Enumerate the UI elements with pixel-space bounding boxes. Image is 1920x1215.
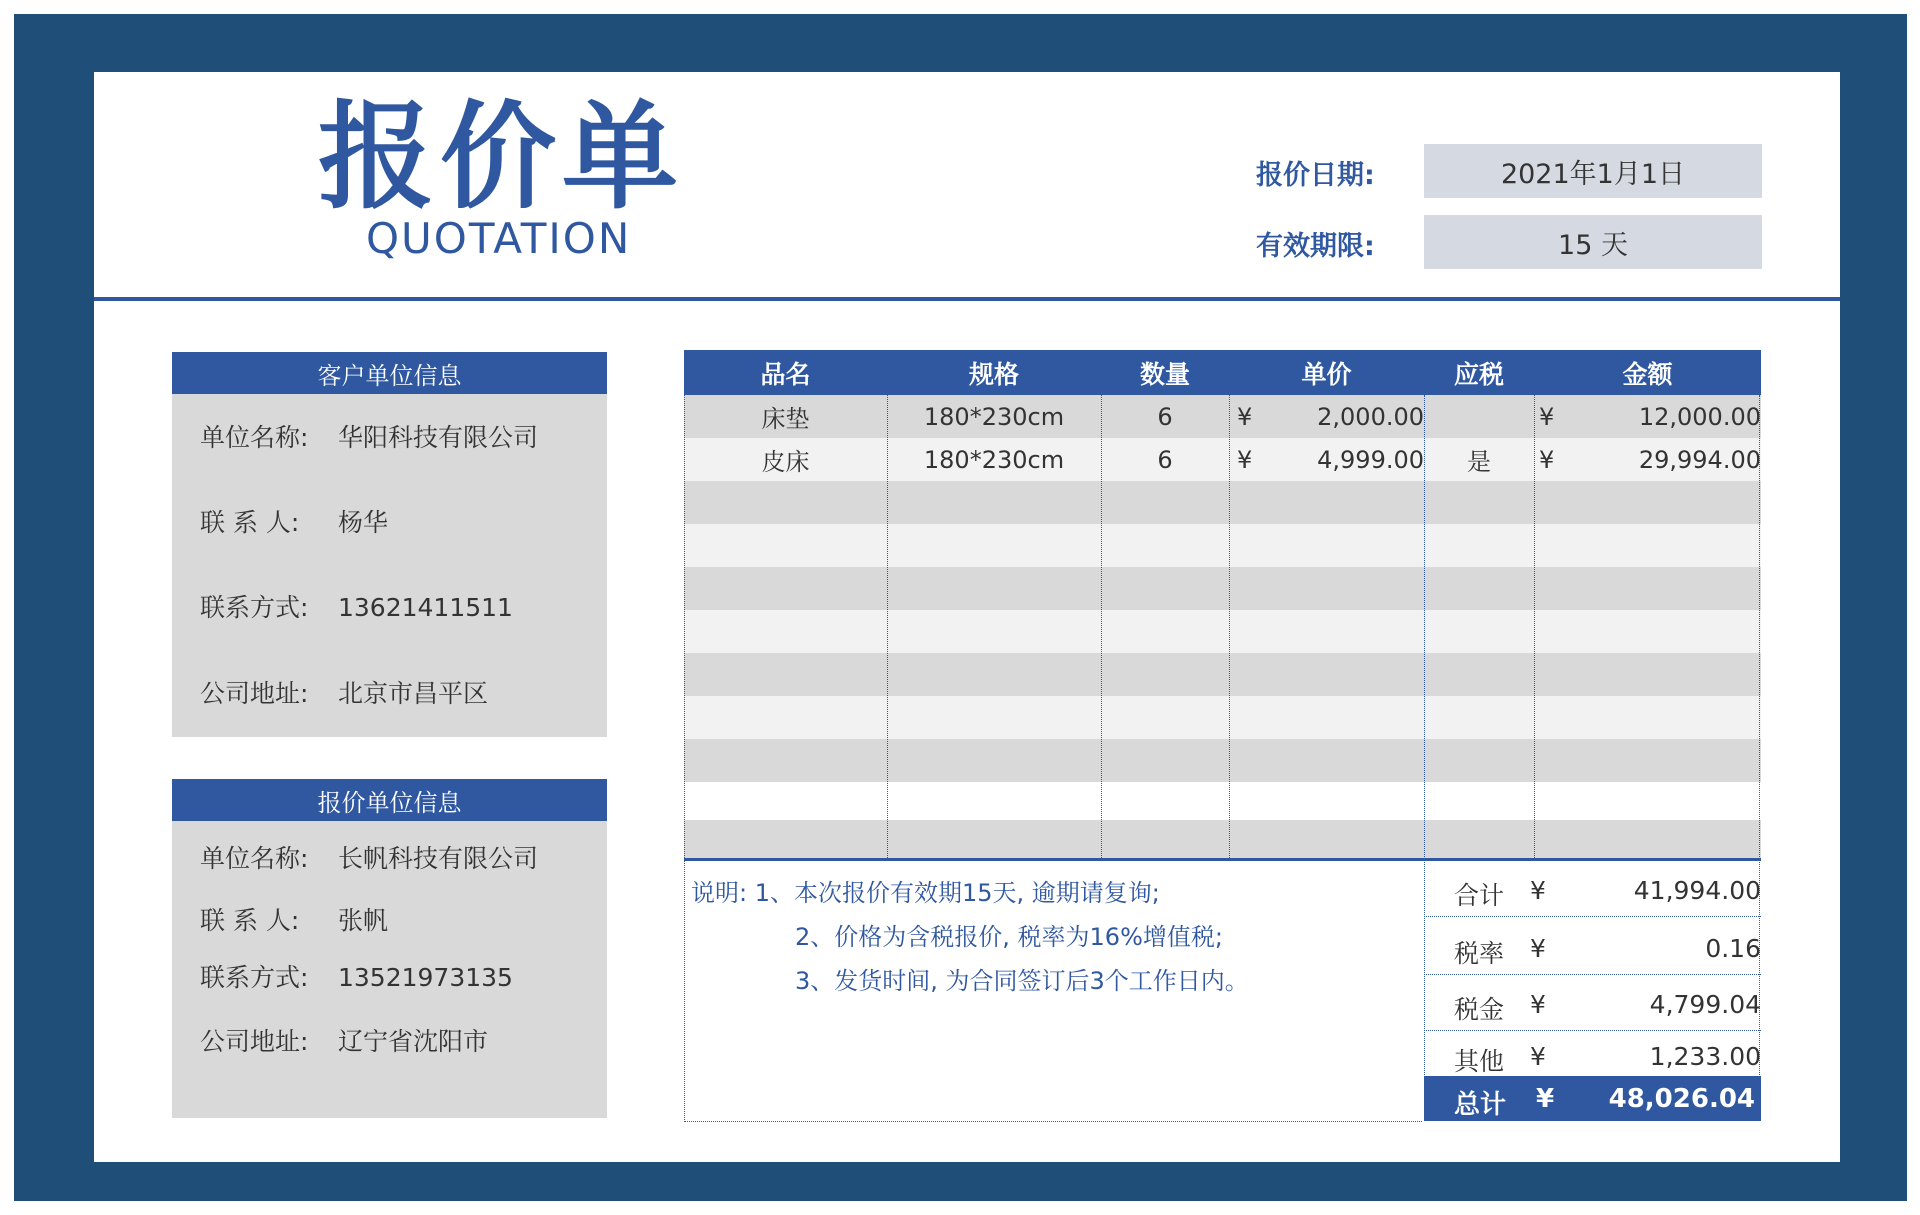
customer-company-value[interactable]: 华阳科技有限公司 [338,423,539,452]
column-divider [887,395,888,858]
col-header-price: 单价 [1301,359,1352,389]
cell-name[interactable]: 床垫 [761,405,810,433]
supplier-company-value[interactable]: 长帆科技有限公司 [338,844,539,873]
customer-contact-value[interactable]: 杨华 [338,508,389,537]
column-divider [1534,395,1535,858]
cell-amount[interactable]: 29,994.00 [1638,445,1761,474]
table-header [684,350,1761,395]
cell-amount[interactable]: 12,000.00 [1638,402,1761,431]
subtotal-value[interactable]: 41,994.00 [1633,876,1761,905]
col-header-qty: 数量 [1139,359,1190,389]
note-line-2: 2、价格为含税报价, 税率为16%增值税; [795,923,1223,951]
cell-qty[interactable]: 6 [1157,402,1173,431]
cell-qty[interactable]: 6 [1157,445,1173,474]
tax-rate-currency: ¥ [1530,934,1546,963]
customer-info-panel [172,352,607,737]
table-row-empty[interactable] [684,610,1761,653]
quote-date-field[interactable]: 2021年1月1日 [1424,144,1762,198]
field-label: 联系方式: [200,963,309,992]
supplier-contact-value[interactable]: 张帆 [338,906,389,935]
supplier-address-row [200,1022,488,1058]
customer-phone-row [200,588,513,624]
page-title: 报价单 [318,90,684,225]
table-row-empty[interactable] [684,481,1761,524]
customer-contact-row [200,503,388,539]
tax-amount-value[interactable]: 4,799.04 [1649,990,1761,1019]
field-label: 单位名称: [200,844,309,873]
cell-price[interactable]: 2,000.00 [1317,402,1424,431]
tax-amount-label: 税金 [1454,995,1505,1024]
table-row[interactable] [684,438,1761,481]
table-row-empty[interactable] [684,567,1761,610]
other-label: 其他 [1454,1047,1505,1076]
note-line-1: 说明: 1、本次报价有效期15天, 逾期请复询; [691,879,1160,907]
grand-total-value[interactable]: 48,026.04 [1608,1084,1755,1114]
customer-address-row [200,674,488,710]
tax-rate-label: 税率 [1454,939,1505,968]
column-divider [1229,395,1230,858]
cell-taxable[interactable]: 是 [1467,448,1491,476]
field-label: 联系方式: [200,593,309,622]
summary-divider [1424,1030,1761,1031]
subtotal-label: 合计 [1454,881,1505,910]
summary-divider [1424,916,1761,917]
column-divider [684,395,685,858]
quote-date-label: 报价日期: [1256,160,1375,191]
table-row-empty[interactable] [684,653,1761,696]
table-row-empty[interactable] [684,524,1761,567]
page-subtitle: QUOTATION [366,214,632,263]
cell-taxable[interactable] [1424,395,1534,438]
cell-spec[interactable]: 180*230cm [923,402,1065,431]
supplier-address-value[interactable]: 辽宁省沈阳市 [338,1027,489,1056]
column-divider [1101,395,1102,858]
col-header-spec: 规格 [968,359,1019,389]
supplier-contact-row [200,901,388,937]
field-label: 单位名称: [200,423,309,452]
summary-divider [1424,974,1761,975]
validity-label: 有效期限: [1256,231,1375,262]
grand-total-label: 总计 [1454,1090,1507,1120]
validity-field[interactable]: 15 天 [1424,215,1762,269]
supplier-info-heading: 报价单位信息 [172,779,607,821]
customer-address-value[interactable]: 北京市昌平区 [338,679,489,708]
cell-price-currency: ¥ [1237,402,1253,431]
table-row-empty[interactable] [684,782,1761,825]
header-divider [94,297,1840,301]
tax-amount-currency: ¥ [1530,990,1546,1019]
grand-total-currency: ¥ [1536,1084,1555,1114]
field-label: 公司地址: [200,679,309,708]
notes-box [684,861,1422,1122]
cell-price-currency: ¥ [1237,445,1253,474]
table-row-empty[interactable] [684,696,1761,739]
table-row-empty[interactable] [684,820,1761,858]
col-header-name: 品名 [760,359,811,389]
customer-info-heading: 客户单位信息 [172,352,607,394]
supplier-phone-value[interactable]: 13521973135 [338,963,513,992]
field-label: 联 系 人: [200,906,300,935]
other-currency: ¥ [1530,1042,1546,1071]
supplier-info-panel [172,779,607,1118]
cell-amount-currency: ¥ [1539,445,1555,474]
field-label: 联 系 人: [200,508,300,537]
grand-total-row [1424,1076,1761,1121]
note-line-3: 3、发货时间, 为合同签订后3个工作日内。 [795,967,1249,995]
customer-phone-value[interactable]: 13621411511 [338,593,513,622]
cell-amount-currency: ¥ [1539,402,1555,431]
col-header-amount: 金额 [1622,359,1673,389]
supplier-company-row [200,839,538,875]
field-label: 公司地址: [200,1027,309,1056]
cell-spec[interactable]: 180*230cm [923,445,1065,474]
subtotal-currency: ¥ [1530,876,1546,905]
table-row[interactable] [684,395,1761,438]
supplier-phone-row [200,958,513,994]
cell-name[interactable]: 皮床 [761,448,810,476]
table-row-empty[interactable] [684,739,1761,782]
tax-rate-value[interactable]: 0.16 [1705,934,1761,963]
cell-price[interactable]: 4,999.00 [1317,445,1424,474]
customer-company-row [200,418,538,454]
column-divider [1424,395,1425,1121]
other-value[interactable]: 1,233.00 [1649,1042,1761,1071]
col-header-taxable: 应税 [1453,359,1504,389]
